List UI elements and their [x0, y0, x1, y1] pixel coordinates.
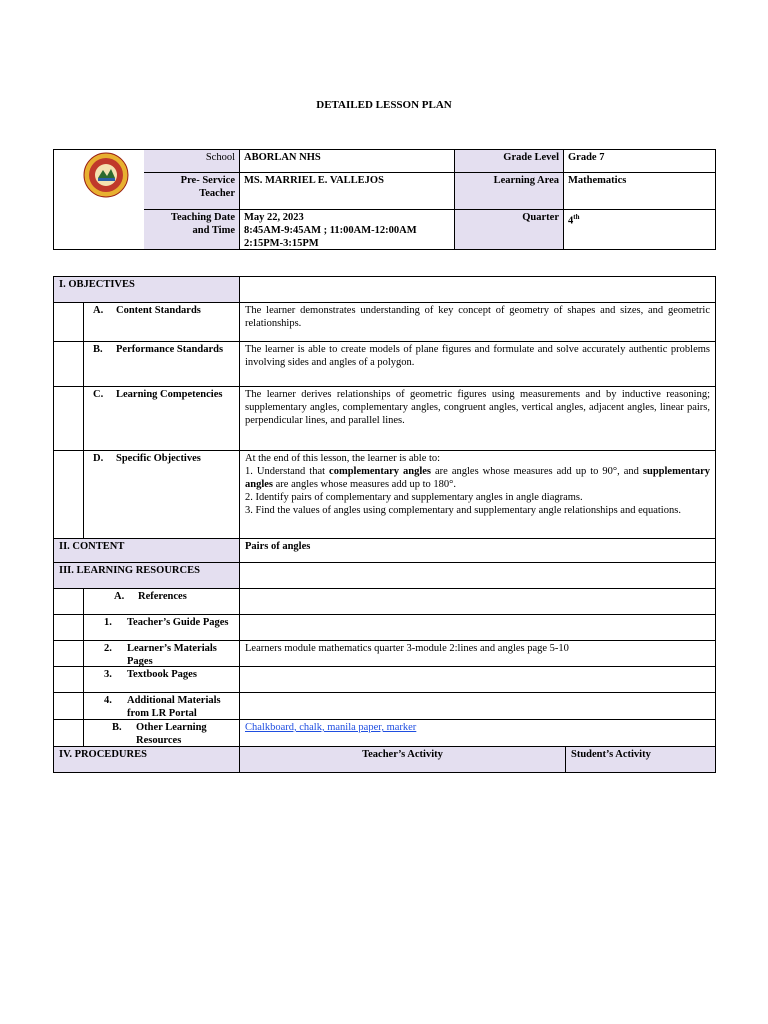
school-label: School: [144, 150, 240, 173]
objectives-heading: I. OBJECTIVES: [54, 277, 240, 303]
quarter-label: Quarter: [455, 210, 564, 249]
learning-competencies-text: The learner derives relationships of geometric figures using measurements and by inductive reasoning; supplementary angles, complementary angles, congruent angles, vertical angles, adjacent angles, linear pairs, perpendicular lines, and parallel lines.: [240, 387, 715, 451]
learners-materials-text-label: Learner’s Materials Pages: [127, 643, 217, 667]
learners-materials-value: Learners module mathematics quarter 3-module 2:lines and angles page 5-10: [240, 641, 715, 667]
specific-objectives-text-label: Specific Objectives: [116, 453, 201, 464]
learning-resources-blank: [240, 563, 715, 589]
teachers-guide-value: [240, 615, 715, 641]
content-heading: II. CONTENT: [54, 539, 240, 563]
teaching-time-2: 2:15PM-3:15PM: [244, 238, 319, 249]
teacher-label: Pre- Service Teacher: [144, 173, 240, 210]
school-logo-cell: [54, 150, 145, 249]
indent-cell: [54, 641, 84, 667]
indent-cell: [54, 303, 84, 342]
teachers-guide-label: [84, 615, 240, 641]
teaching-time-1: 8:45AM-9:45AM ; 11:00AM-12:00AM: [244, 225, 417, 236]
indent-cell: [54, 589, 84, 615]
item-letter-b: B.: [93, 344, 103, 355]
additional-materials-text-label: Additional Materials from LR Portal: [127, 695, 221, 719]
document-title: DETAILED LESSON PLAN: [316, 99, 452, 111]
additional-materials-label: [84, 693, 240, 720]
specific-objective-1: [245, 465, 710, 491]
references-label: [84, 589, 240, 615]
performance-standards-text-label: Performance Standards: [116, 344, 224, 355]
specific-objective-3: 3. Find the values of angles using complementary and supplementary angle relationships and equations.: [245, 505, 681, 516]
quarter-number: 4: [568, 215, 574, 227]
grade-level-label: Grade Level: [455, 150, 564, 173]
school-value: ABORLAN NHS: [240, 150, 455, 173]
content-value: Pairs of angles: [240, 539, 715, 563]
quarter-suffix: th: [573, 213, 580, 221]
other-resources-cell: [240, 720, 715, 747]
item-number-2: 2.: [104, 643, 112, 654]
teaching-date: May 22, 2023: [244, 212, 304, 223]
indent-cell: [54, 342, 84, 387]
obj1-term-complementary: complementary angles: [329, 466, 432, 477]
teachers-activity-header: Teacher’s Activity: [240, 747, 566, 772]
grade-level-value: Grade 7: [564, 150, 715, 173]
obj1-term-supplementary: supplementary angles: [245, 466, 710, 490]
indent-cell: [54, 667, 84, 693]
references-blank: [240, 589, 715, 615]
other-resources-text-label: Other Learning Resources: [136, 722, 207, 746]
textbook-pages-value: [240, 667, 715, 693]
objectives-heading-blank: [240, 277, 715, 303]
item-letter-c: C.: [93, 389, 104, 400]
obj1-part-c: are angles whose measures add up to 90°, and: [431, 466, 643, 477]
indent-cell: [54, 693, 84, 720]
learning-area-value: Mathematics: [564, 173, 715, 210]
additional-materials-value: [240, 693, 715, 720]
item-letter-ref: A.: [114, 591, 125, 602]
indent-cell: [54, 720, 84, 747]
indent-cell: [54, 615, 84, 641]
other-resources-link[interactable]: Chalkboard, chalk, manila paper, marker: [245, 722, 417, 733]
item-number-1: 1.: [104, 617, 112, 628]
item-letter-d: D.: [93, 453, 104, 464]
teaching-date-value: [240, 210, 455, 249]
learners-materials-label: [84, 641, 240, 667]
textbook-pages-text-label: Textbook Pages: [127, 669, 197, 680]
obj1-part-e: are angles whose measures add up to 180°.: [273, 479, 456, 490]
teaching-date-label: Teaching Date and Time: [144, 210, 240, 249]
specific-objectives-text: [240, 451, 715, 539]
item-number-4: 4.: [104, 695, 112, 706]
content-standards-label: [84, 303, 240, 342]
item-letter-a: A.: [93, 305, 104, 316]
content-standards-text: The learner demonstrates understanding of key concept of geometry of shapes and sizes, and geometric relationships.: [240, 303, 715, 342]
obj1-part-a: 1. Understand that: [245, 466, 330, 477]
school-seal-logo: [54, 150, 144, 249]
specific-objective-2: 2. Identify pairs of complementary and supplementary angles in angle diagrams.: [245, 492, 583, 503]
header-table: [53, 149, 716, 250]
performance-standards-text: The learner is able to create models of plane figures and formulate and solve accurately authentic problems involving sides and angles of a polygon.: [240, 342, 715, 387]
item-number-3: 3.: [104, 669, 112, 680]
teacher-value: MS. MARRIEL E. VALLEJOS: [240, 173, 455, 210]
references-text-label: References: [138, 591, 187, 602]
performance-standards-label: [84, 342, 240, 387]
teachers-guide-text-label: Teacher’s Guide Pages: [127, 617, 229, 628]
learning-competencies-label: [84, 387, 240, 451]
learning-competencies-text-label: Learning Competencies: [116, 389, 223, 400]
indent-cell: [54, 387, 84, 451]
learning-resources-heading: III. LEARNING RESOURCES: [54, 563, 240, 589]
content-standards-text-label: Content Standards: [116, 305, 201, 316]
other-resources-label: [84, 720, 240, 747]
learning-area-label: Learning Area: [455, 173, 564, 210]
item-letter-other: B.: [112, 722, 122, 733]
students-activity-header: Student’s Activity: [566, 747, 715, 772]
lesson-plan-table: [53, 276, 716, 773]
indent-cell: [54, 451, 84, 539]
specific-objectives-intro: At the end of this lesson, the learner is able to:: [245, 453, 441, 464]
procedures-heading: IV. PROCEDURES: [54, 747, 240, 772]
textbook-pages-label: [84, 667, 240, 693]
quarter-value: [564, 210, 715, 249]
specific-objectives-label: [84, 451, 240, 539]
